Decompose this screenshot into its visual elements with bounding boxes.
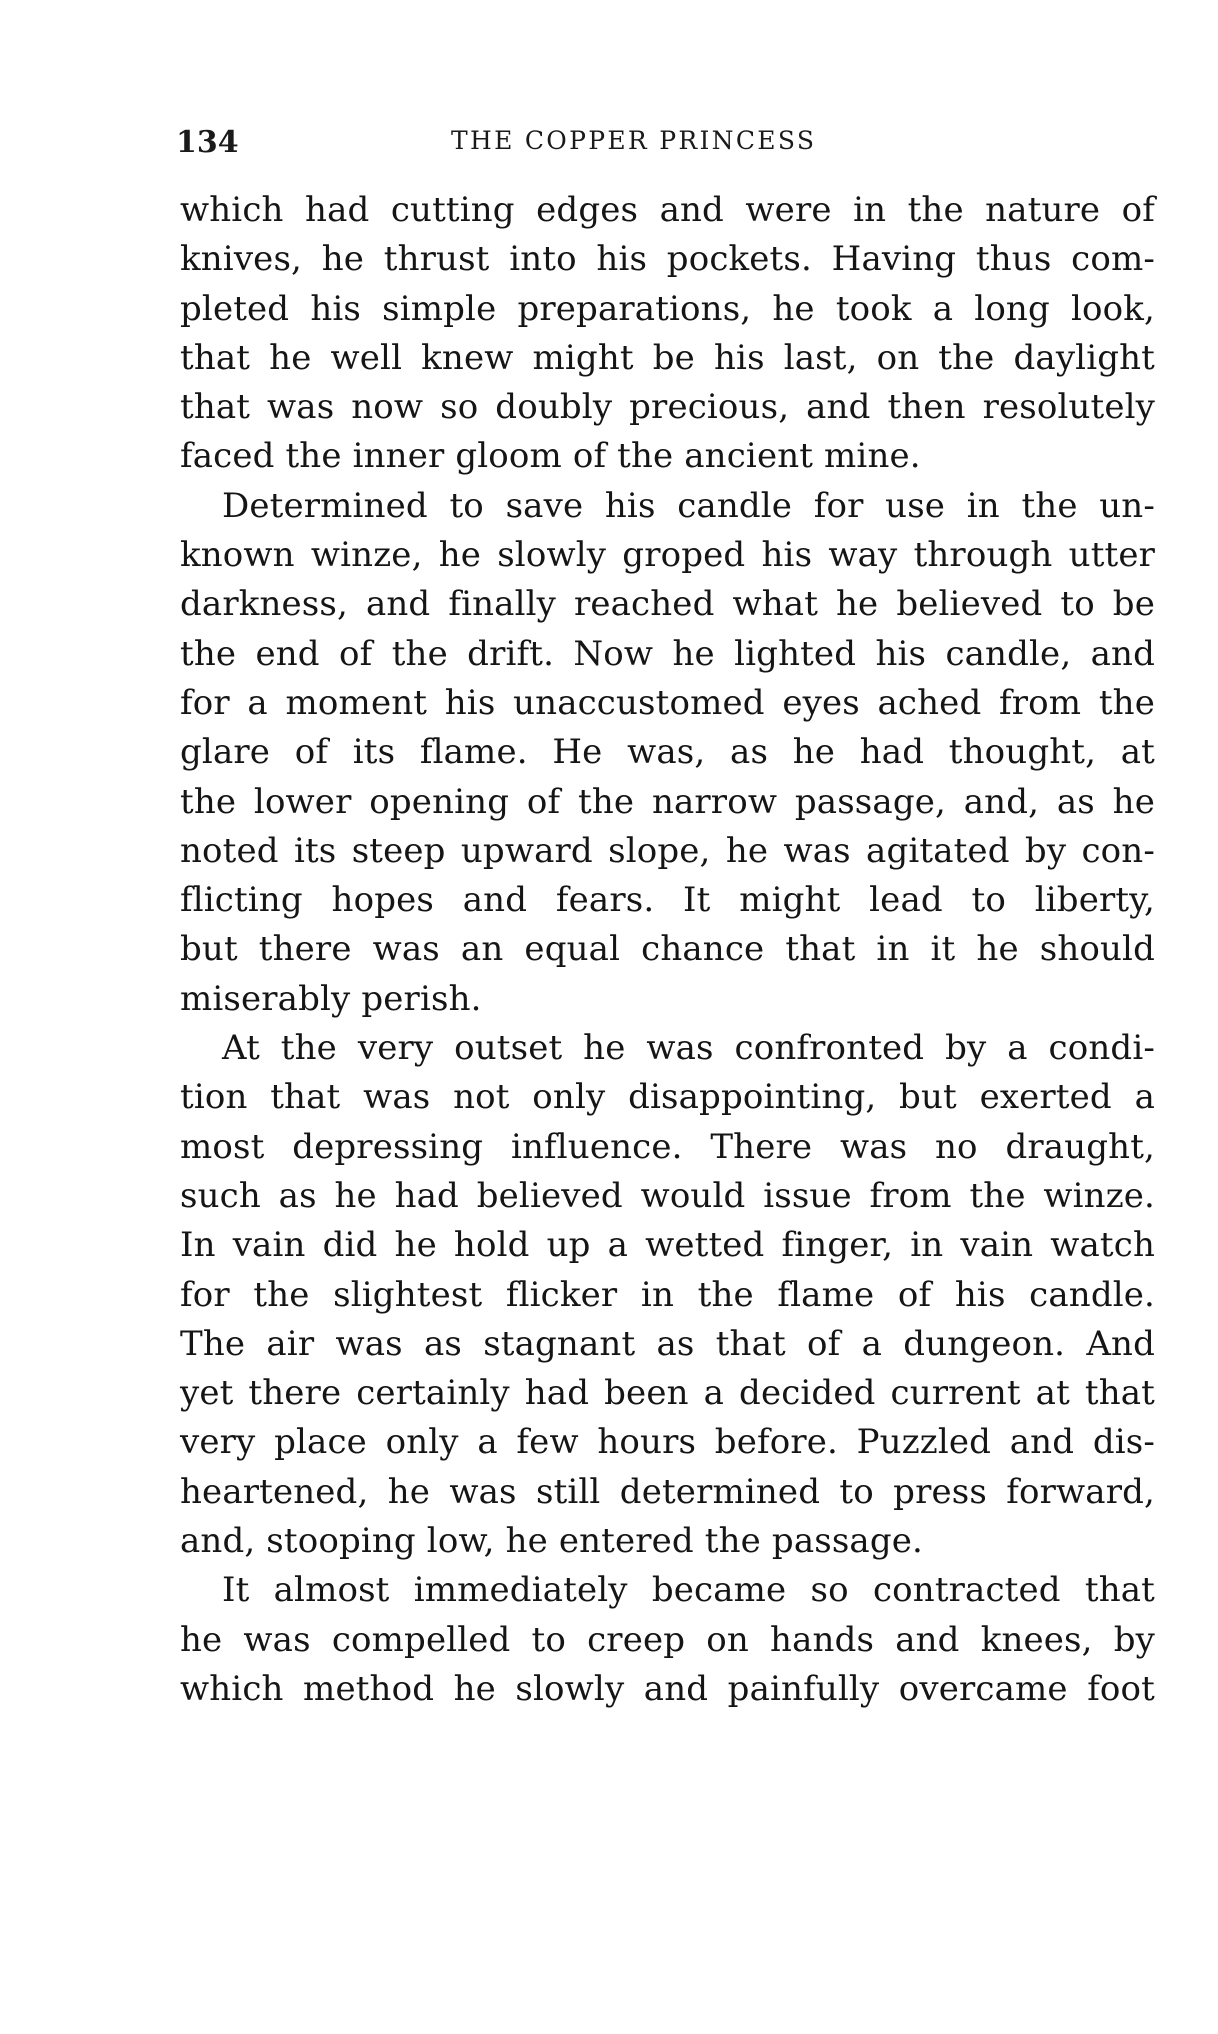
text-line: the end of the drift. Now he lighted his candle, and	[180, 633, 1155, 674]
text-line: darkness, and finally reached what he believed to be	[180, 584, 1155, 625]
text-line: flicting hopes and fears. It might lead to liberty,	[180, 880, 1155, 921]
text-line: faced the inner gloom of the ancient mine.	[180, 436, 921, 477]
text-line: noted its steep upward slope, he was agitated by con-	[180, 830, 1155, 871]
text-line: the lower opening of the narrow passage, and, as he	[180, 781, 1155, 822]
text-line: very place only a few hours before. Puzzled and dis-	[180, 1422, 1155, 1463]
text-line: that was now so doubly precious, and then resolutely	[180, 387, 1155, 428]
text-line: for a moment his unaccustomed eyes ached from the	[180, 682, 1155, 723]
text-line: known winze, he slowly groped his way through utter	[180, 535, 1155, 576]
body-text	[180, 186, 1155, 1714]
text-line: glare of its flame. He was, as he had thought, at	[180, 732, 1155, 773]
text-line: knives, he thrust into his pockets. Having thus com-	[180, 239, 1155, 280]
paragraph-1	[180, 186, 1155, 482]
text-line: for the slightest flicker in the flame of his candle.	[180, 1274, 1155, 1315]
text-line: which method he slowly and painfully overcame foot	[180, 1668, 1155, 1709]
text-line: most depressing influence. There was no draught,	[180, 1126, 1155, 1167]
text-line: but there was an equal chance that in it he should	[180, 929, 1155, 970]
text-line: The air was as stagnant as that of a dungeon. And	[180, 1323, 1155, 1364]
text-line: and, stooping low, he entered the passage.	[180, 1521, 923, 1562]
text-line: heartened, he was still determined to press forward,	[180, 1471, 1155, 1512]
text-line: pleted his simple preparations, he took a long look,	[180, 288, 1155, 329]
text-line: tion that was not only disappointing, but exerted a	[180, 1077, 1155, 1118]
running-title: THE COPPER PRINCESS	[451, 126, 817, 155]
paragraph-3	[180, 1024, 1155, 1566]
text-line: such as he had believed would issue from the winze.	[180, 1175, 1155, 1216]
text-line: In vain did he hold up a wetted finger, in vain watch	[180, 1225, 1155, 1266]
page-number: 134	[176, 125, 239, 160]
text-line: At the very outset he was confronted by a condi-	[222, 1028, 1155, 1069]
text-line: miserably perish.	[180, 978, 482, 1019]
text-line: which had cutting edges and were in the nature of	[180, 190, 1155, 230]
text-line: Determined to save his candle for use in the un-	[222, 485, 1155, 526]
text-line: It almost immediately became so contracted that	[222, 1570, 1155, 1611]
text-line: that he well knew might be his last, on the daylight	[180, 337, 1155, 378]
text-line: yet there certainly had been a decided current at that	[180, 1373, 1155, 1414]
paragraph-2	[180, 482, 1155, 1024]
text-line: he was compelled to creep on hands and knees, by	[180, 1619, 1155, 1660]
paragraph-4	[180, 1566, 1155, 1714]
page-header	[176, 122, 1166, 172]
